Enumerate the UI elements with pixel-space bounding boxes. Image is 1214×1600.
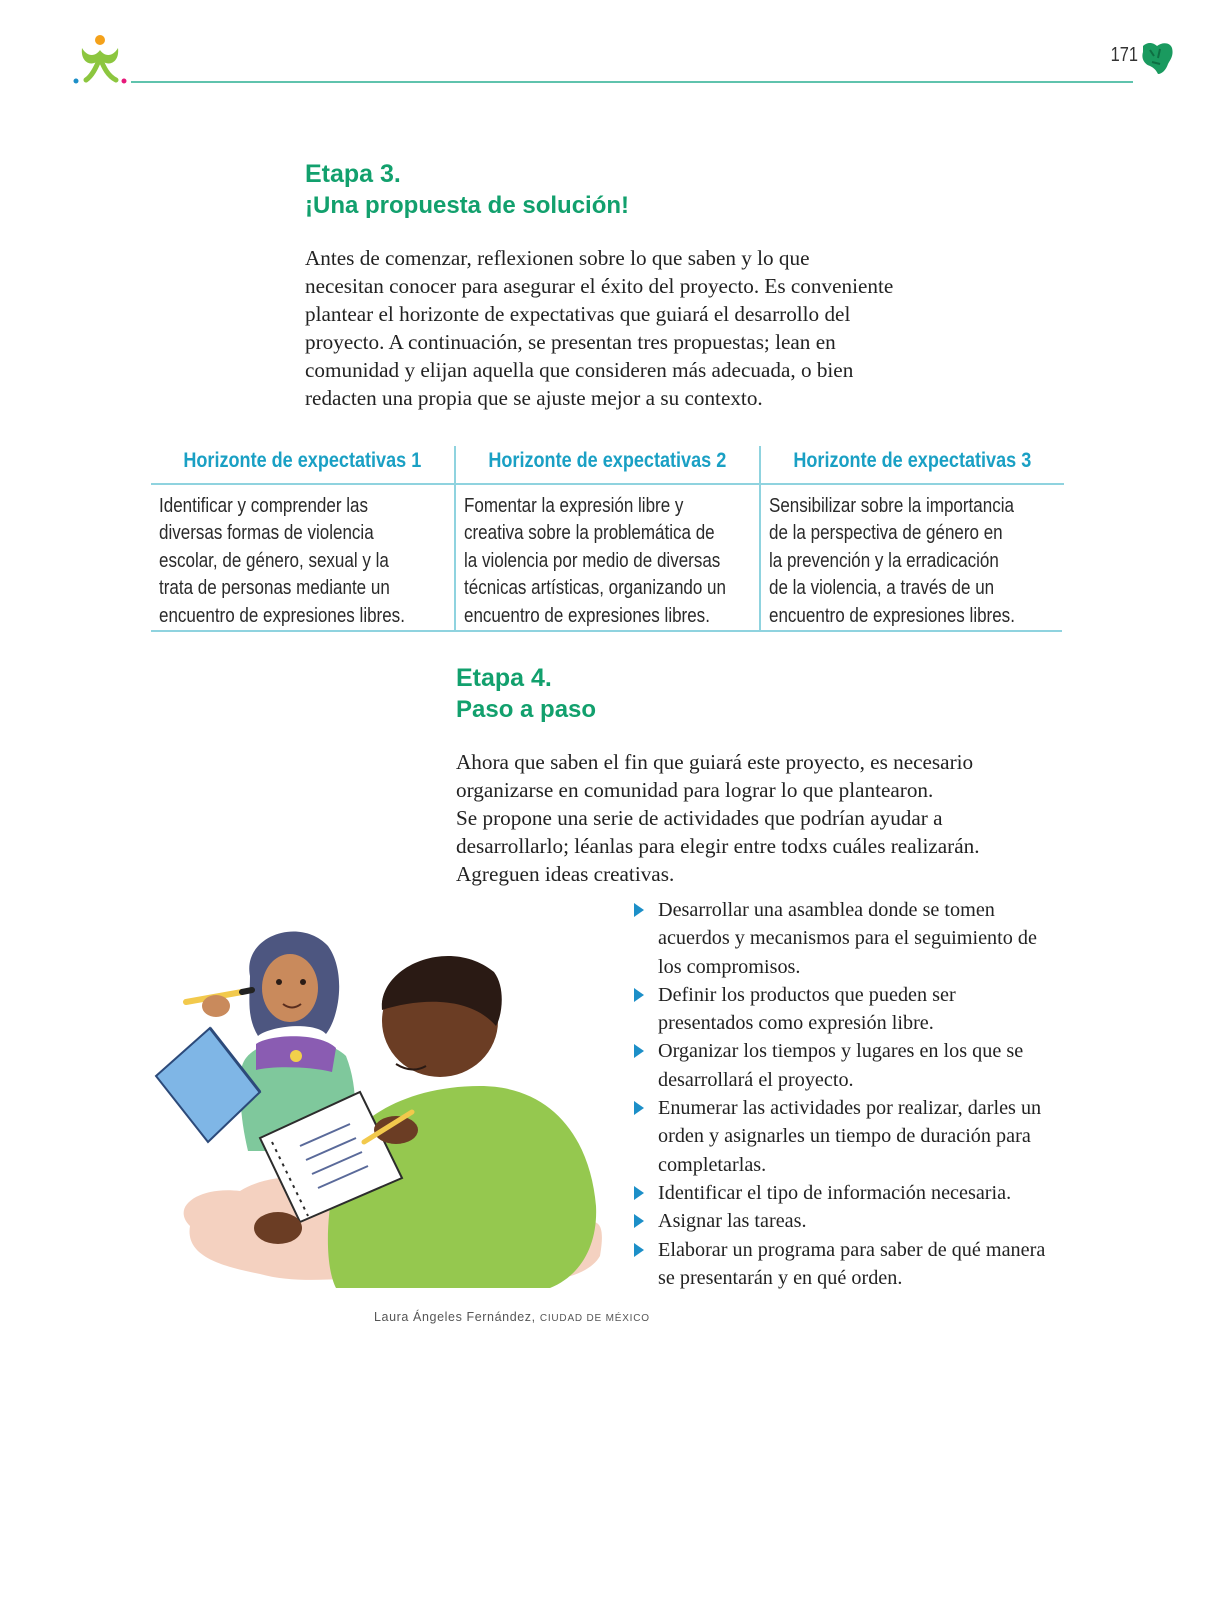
students-illustration: [150, 916, 620, 1296]
triangle-bullet-icon: [634, 988, 644, 1002]
paragraph-line: redacten una propia que se ajuste mejor a su contexto.: [305, 386, 763, 410]
series-logo-icon: [72, 34, 128, 86]
column-text-line: diversas formas de violencia: [159, 521, 374, 545]
table-bottom-rule: [151, 630, 1062, 632]
list-item-text: Identificar el tipo de información necesaria.: [658, 1181, 1012, 1204]
triangle-bullet-icon: [634, 1243, 644, 1257]
column-header-rule: [151, 483, 454, 485]
stage3-paragraph: [305, 244, 965, 412]
list-item: [632, 1037, 1052, 1094]
column-text-line: Identificar y comprender las: [159, 494, 369, 517]
list-item: [632, 1094, 1052, 1179]
paragraph-line: Se propone una serie de actividades que podrían ayudar a: [456, 806, 943, 830]
triangle-bullet-icon: [634, 1044, 644, 1058]
column-text: [769, 492, 1051, 629]
stage4-subtitle: Paso a paso: [456, 696, 597, 723]
column-text-line: escolar, de género, sexual y la: [159, 548, 389, 572]
list-item-text: Desarrollar una asamblea donde se tomen acuerdos y mecanismos para el seguimiento de los compromisos.: [658, 899, 1037, 978]
column-header-rule: [761, 483, 1064, 485]
column-header: Horizonte de expectativas 1: [183, 449, 422, 472]
column-text-line: de la violencia, a través de un: [769, 576, 995, 600]
column-header: Horizonte de expectativas 3: [793, 449, 1032, 472]
expectations-column-3: [761, 446, 1064, 632]
column-text-line: la violencia por medio de diversas: [464, 548, 721, 572]
column-text: [464, 492, 746, 629]
list-item: [632, 1207, 1052, 1235]
triangle-bullet-icon: [634, 1101, 644, 1115]
paragraph-line: organizarse en comunidad para lograr lo que plantearon.: [456, 778, 934, 802]
stage3-title: Etapa 3.: [305, 160, 401, 188]
list-item-text: Definir los productos que pueden ser presentados como expresión libre.: [658, 983, 956, 1035]
expectations-table: [151, 446, 1062, 632]
column-text-line: de la perspectiva de género en: [769, 521, 1003, 545]
list-item: [632, 981, 1052, 1038]
stage4-title: Etapa 4.: [456, 664, 552, 692]
credit-place: CIUDAD DE MÉXICO: [539, 1313, 650, 1324]
credit-name: Laura Ángeles Fernández,: [374, 1310, 536, 1324]
page-number: 171: [1110, 44, 1138, 66]
column-text-line: Sensibilizar sobre la importancia: [769, 494, 1014, 517]
paragraph-line: Antes de comenzar, reflexionen sobre lo que saben y lo que: [305, 246, 810, 270]
triangle-bullet-icon: [634, 1214, 644, 1228]
list-item-text: Elaborar un programa para saber de qué manera se presentarán y en qué orden.: [658, 1238, 1046, 1289]
stage3-heading: [305, 158, 629, 222]
list-item: [632, 896, 1052, 981]
column-text-line: Fomentar la expresión libre y: [464, 494, 684, 517]
column-text: [159, 492, 441, 629]
list-item-text: Asignar las tareas.: [658, 1210, 807, 1233]
paragraph-line: Ahora que saben el fin que guiará este proyecto, es necesario: [456, 750, 974, 774]
stage4-heading: [456, 662, 596, 726]
column-text-line: encuentro de expresiones libres.: [159, 603, 405, 627]
column-text-line: encuentro de expresiones libres.: [464, 603, 710, 627]
list-item: [632, 1236, 1052, 1293]
section-tab-icon: [1140, 40, 1174, 76]
paragraph-line: Agreguen ideas creativas.: [456, 862, 675, 886]
column-text-line: encuentro de expresiones libres.: [769, 603, 1015, 627]
expectations-column-1: [151, 446, 454, 632]
column-header-rule: [456, 483, 759, 485]
paragraph-line: plantear el horizonte de expectativas que guiará el desarrollo del: [305, 302, 851, 326]
list-item: [632, 1179, 1052, 1207]
list-item-text: Organizar los tiempos y lugares en los que se desarrollará el proyecto.: [658, 1040, 1024, 1091]
list-item-text: Enumerar las actividades por realizar, darles un orden y asignarles un tiempo de duración para completarlas.: [658, 1097, 1042, 1176]
column-text-line: la prevención y la erradicación: [769, 548, 999, 572]
paragraph-line: necesitan conocer para asegurar el éxito del proyecto. Es conveniente: [305, 274, 894, 298]
column-text-line: creativa sobre la problemática de: [464, 521, 715, 545]
paragraph-line: comunidad y elijan aquella que consideren más adecuada, o bien: [305, 358, 854, 382]
activity-list: [632, 896, 1052, 1292]
stage3-subtitle: ¡Una propuesta de solución!: [305, 192, 630, 219]
paragraph-line: desarrollarlo; léanlas para elegir entre todxs cuáles realizarán.: [456, 834, 980, 858]
paragraph-line: proyecto. A continuación, se presentan tres propuestas; lean en: [305, 330, 836, 354]
column-header: Horizonte de expectativas 2: [488, 449, 727, 472]
column-text-line: trata de personas mediante un: [159, 576, 390, 600]
triangle-bullet-icon: [634, 903, 644, 917]
illustration-credit: [374, 1310, 650, 1324]
stage4-paragraph: [456, 748, 1036, 888]
expectations-column-2: [456, 446, 759, 632]
triangle-bullet-icon: [634, 1186, 644, 1200]
column-text-line: técnicas artísticas, organizando un: [464, 576, 726, 600]
header-rule: [131, 81, 1133, 83]
